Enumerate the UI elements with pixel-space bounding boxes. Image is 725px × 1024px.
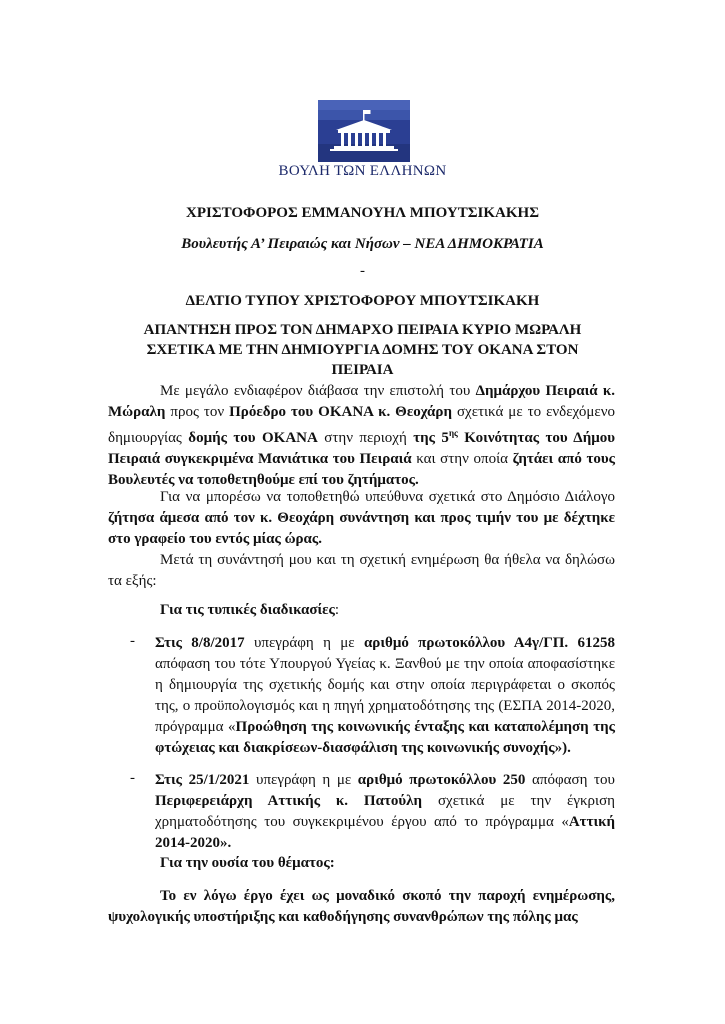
- bullet-marker: -: [130, 633, 135, 649]
- release-title: ΑΠΑΝΤΗΣΗ ΠΡΟΣ ΤΟΝ ΔΗΜΑΡΧΟ ΠΕΙΡΑΙΑ ΚΥΡΙΟ ΜΩΡΑΛΗ ΣΧΕΤΙΚΑ ΜΕ ΤΗΝ ΔΗΜΙΟΥΡΓΙΑ ΔΟΜΗΣ ΤΟΥ ΟΚΑΝΑ ΣΤΟΝ ΠΕΙΡΑΙΑ: [143, 322, 582, 378]
- list-item: Στις 8/8/2017 υπεγράφη η με αριθμό πρωτοκόλλου Α4γ/ΓΠ. 61258 απόφαση του τότε Υπουργού Υγείας κ. Ξανθού με την οποία αποφασίστηκε η δημιουργία της σχετικής δομής και στην οποία περιγράφεται ο σκοπός της, ο προϋπολογισμός και η πηγή χρηματοδότησης της (ΕΣΠΑ 2014-2020, πρόγραμμα «Προώθηση της κοινωνικής ένταξης και καταπολέμηση της φτώχειας και διακρίσεων-διασφάλιση της κοινωνικής συνοχής»).: [155, 635, 615, 756]
- release-heading: ΔΕΛΤΙΟ ΤΥΠΟΥ ΧΡΙΣΤΟΦΟΡΟΥ ΜΠΟΥΤΣΙΚΑΚΗ: [185, 293, 540, 309]
- parliament-logo-icon: [318, 100, 410, 162]
- separator: -: [360, 263, 365, 279]
- parliament-name: ΒΟΥΛΗ ΤΩΝ ΕΛΛΗΝΩΝ: [278, 163, 447, 179]
- mp-role: Βουλευτής Α’ Πειραιώς και Νήσων – ΝΕΑ ΔΗΜΟΚΡΑΤΙΑ: [181, 236, 544, 252]
- bullet-marker: -: [130, 770, 135, 786]
- list-item: Στις 25/1/2021 υπεγράφη η με αριθμό πρωτοκόλλου 250 απόφαση του Περιφερειάρχη Αττικής κ. Πατούλη σχετικά με την έγκριση χρηματοδότησης του συγκεκριμένου έργου από το πρόγραμμα «Αττική 2014-2020».: [155, 772, 615, 851]
- paragraph-3: Μετά τη συνάντησή μου και τη σχετική ενημέρωση θα ήθελα να δηλώσω τα εξής:: [108, 552, 615, 589]
- mp-name: ΧΡΙΣΤΟΦΟΡΟΣ ΕΜΜΑΝΟΥΗΛ ΜΠΟΥΤΣΙΚΑΚΗΣ: [185, 205, 540, 221]
- subheading-procedures: Για τις τυπικές διαδικασίες:: [160, 602, 340, 618]
- subheading-substance: Για την ουσία του θέματος:: [160, 855, 335, 871]
- paragraph-4: Το εν λόγω έργο έχει ως μοναδικό σκοπό την παροχή ενημέρωσης, ψυχολογικής υποστήριξης και καθοδήγησης συνανθρώπων της πόλης μας: [108, 888, 615, 925]
- paragraph-1: Με μεγάλο ενδιαφέρον διάβασα την επιστολή του Δημάρχου Πειραιά κ. Μώραλη προς τον Πρόεδρο του ΟΚΑΝΑ κ. Θεοχάρη σχετικά με το ενδεχόμενο δημιουργίας δομής του ΟΚΑΝΑ στην περιοχή της $5^{\eta\varsigma}$ Κοινότητας του Δήμου Πειραιά συγκεκριμένα Μανιάτικα του Πειραιά και στην οποία ζητάει από τους Βουλευτές να τοποθετηθούμε επί του ζητήματος.: [108, 383, 615, 488]
- paragraph-2: Για να μπορέσω να τοποθετηθώ υπεύθυνα σχετικά στο Δημόσιο Διάλογο ζήτησα άμεσα από τον κ. Θεοχάρη συνάντηση και προς τιμήν του με δέχτηκε στο γραφείο του εντός μίας ώρας.: [108, 489, 615, 547]
